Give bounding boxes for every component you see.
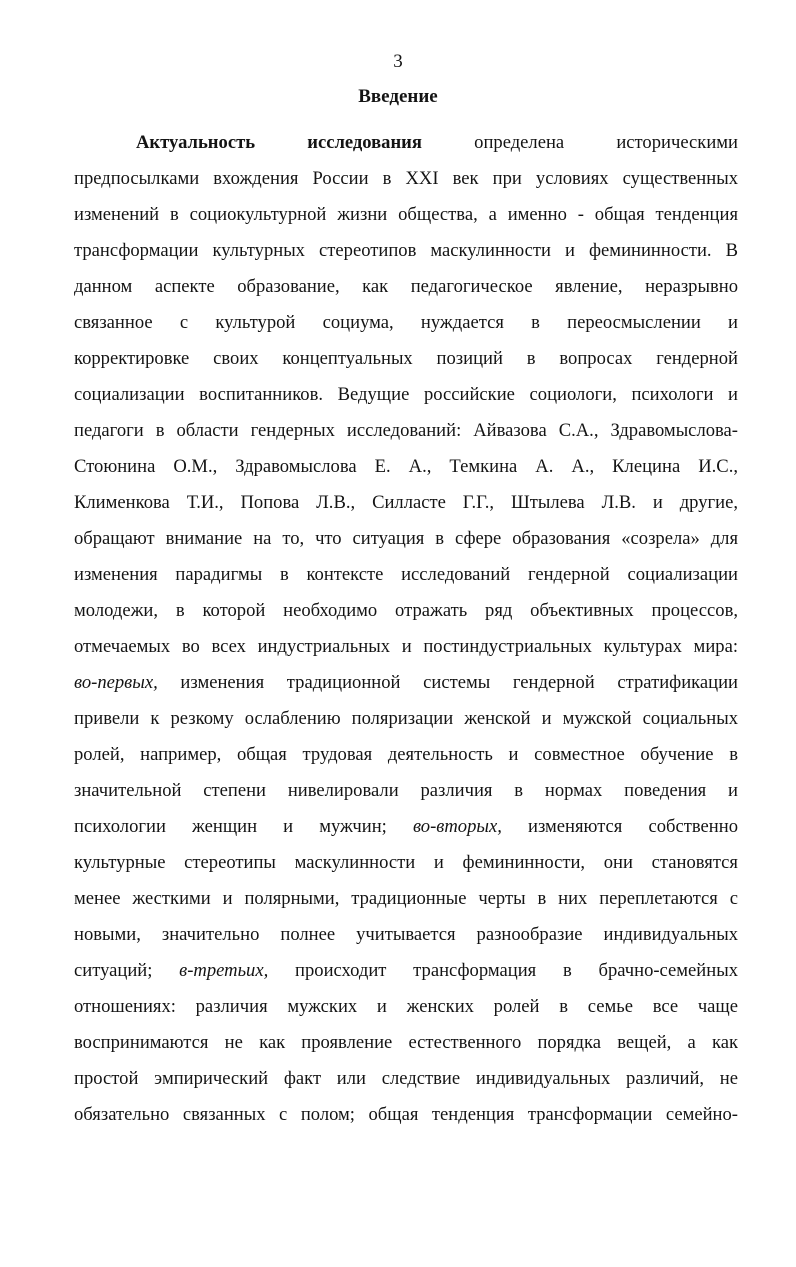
italic-term: во-первых, — [74, 672, 158, 693]
text-span: изменяются собственно — [528, 816, 738, 837]
text-line — [74, 665, 738, 701]
text-line: отношениях: различия мужских и женских ролей в семье все чаще — [74, 996, 738, 1017]
text-line: социализации воспитанников. Ведущие российские социологи, психологи и — [74, 384, 738, 405]
text-line: корректировке своих концептуальных позиций в вопросах гендерной — [74, 348, 738, 369]
text-line: привели к резкому ослаблению поляризации женской и мужской социальных — [74, 708, 738, 729]
text-span: ситуаций; — [74, 960, 153, 981]
text-line: изменений в социокультурной жизни общества, а именно - общая тенденция — [74, 204, 738, 225]
text-span: определена историческими — [474, 132, 738, 153]
text-line: ролей, например, общая трудовая деятельность и совместное обучение в — [74, 744, 738, 765]
italic-term: во-вторых, — [412, 816, 502, 837]
text-line: обязательно связанных с полом; общая тенденция трансформации семейно- — [74, 1104, 738, 1125]
text-line: Клименкова Т.И., Попова Л.В., Силласте Г.Г., Штылева Л.В. и другие, — [74, 492, 738, 513]
body-paragraph — [74, 125, 738, 1133]
text-line — [74, 953, 738, 989]
bold-term: исследования — [307, 132, 422, 153]
italic-term: в-третьих, — [179, 960, 269, 981]
text-line: связанное с культурой социума, нуждается в переосмыслении и — [74, 312, 738, 333]
text-span: происходит трансформация в брачно-семейных — [295, 960, 738, 981]
text-line: значительной степени нивелировали различия в нормах поведения и — [74, 780, 738, 801]
text-line — [74, 809, 738, 845]
text-span: психологии женщин и мужчин; — [74, 816, 387, 837]
text-span: изменения традиционной системы гендерной стратификации — [180, 672, 738, 693]
text-line: новыми, значительно полнее учитывается разнообразие индивидуальных — [74, 924, 738, 945]
text-line: предпосылками вхождения России в XXI век при условиях существенных — [74, 168, 738, 189]
text-line: изменения парадигмы в контексте исследований гендерной социализации — [74, 564, 738, 585]
text-line: Стоюнина О.М., Здравомыслова Е. А., Темкина А. А., Клецина И.С., — [74, 456, 738, 477]
text-line: педагоги в области гендерных исследований: Айвазова С.А., Здравомыслова- — [74, 420, 738, 441]
section-heading: Введение — [358, 86, 438, 107]
text-line: воспринимаются не как проявление естественного порядка вещей, а как — [74, 1032, 738, 1053]
text-line: простой эмпирический факт или следствие индивидуальных различий, не — [74, 1068, 738, 1089]
bold-term: Актуальность — [136, 132, 256, 153]
text-line: данном аспекте образование, как педагогическое явление, неразрывно — [74, 276, 738, 297]
text-line: молодежи, в которой необходимо отражать ряд объективных процессов, — [74, 600, 738, 621]
text-line: отмечаемых во всех индустриальных и постиндустриальных культурах мира: — [74, 636, 738, 657]
text-line — [74, 125, 738, 161]
text-line: культурные стереотипы маскулинности и фемининности, они становятся — [74, 852, 738, 873]
text-line: менее жесткими и полярными, традиционные черты в них переплетаются с — [74, 888, 738, 909]
text-line: трансформации культурных стереотипов маскулинности и фемининности. В — [74, 240, 738, 261]
text-line: обращают внимание на то, что ситуация в сфере образования «созрела» для — [74, 528, 738, 549]
page-number: 3 — [393, 51, 403, 72]
